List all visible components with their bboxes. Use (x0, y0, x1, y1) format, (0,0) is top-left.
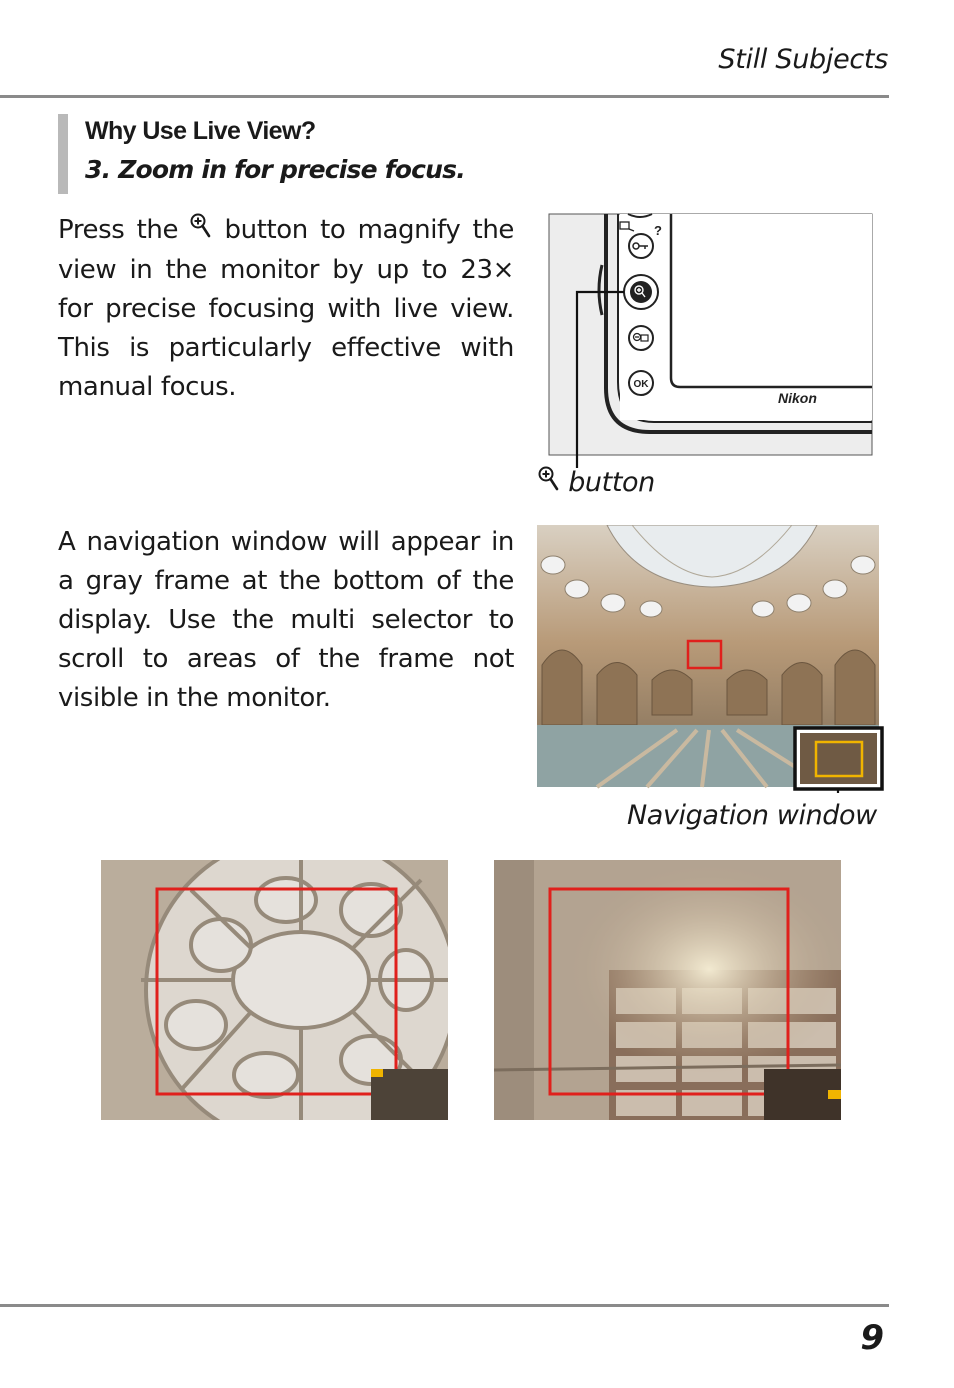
nikon-logo: Nikon (778, 390, 817, 406)
tip-callout (58, 114, 658, 194)
navigation-window (764, 1069, 841, 1120)
zoom-paragraph: Press the button to magnify the view in the monitor by up to 23× for precise focusing with live view. This is particularly effective with manual focus. (58, 211, 514, 407)
navigation-window (371, 1069, 448, 1120)
zoom-out-button (629, 326, 653, 350)
callout-bar (58, 114, 68, 194)
zoom-in-icon (538, 466, 560, 499)
navigation-window-caption: Navigation window (627, 800, 877, 831)
library-photo (537, 525, 887, 793)
ok-button (629, 371, 653, 395)
navigation-window (795, 728, 882, 793)
protect-button (629, 234, 653, 258)
callout-subheading: 3. Zoom in for precise focus. (85, 155, 465, 184)
page-number: 9 (860, 1318, 884, 1358)
footer-rule (0, 1304, 889, 1307)
zoom-in-icon (190, 212, 212, 251)
zoom-button-caption: button (538, 466, 655, 499)
zoom-example-window (101, 860, 448, 1120)
zoom-in-button (624, 275, 658, 309)
ok-label: OK (633, 379, 649, 390)
camera-back-figure (540, 210, 880, 500)
navigation-paragraph: A navigation window will appear in a gray frame at the bottom of the display. Use the multi selector to scroll to areas of the frame not visible in the monitor. (58, 527, 514, 713)
help-label: ? (654, 223, 662, 238)
section-title: Still Subjects (718, 44, 888, 75)
callout-heading: Why Use Live View? (85, 117, 316, 145)
header-rule (0, 95, 889, 98)
zoom-example-bookshelf (494, 860, 841, 1120)
